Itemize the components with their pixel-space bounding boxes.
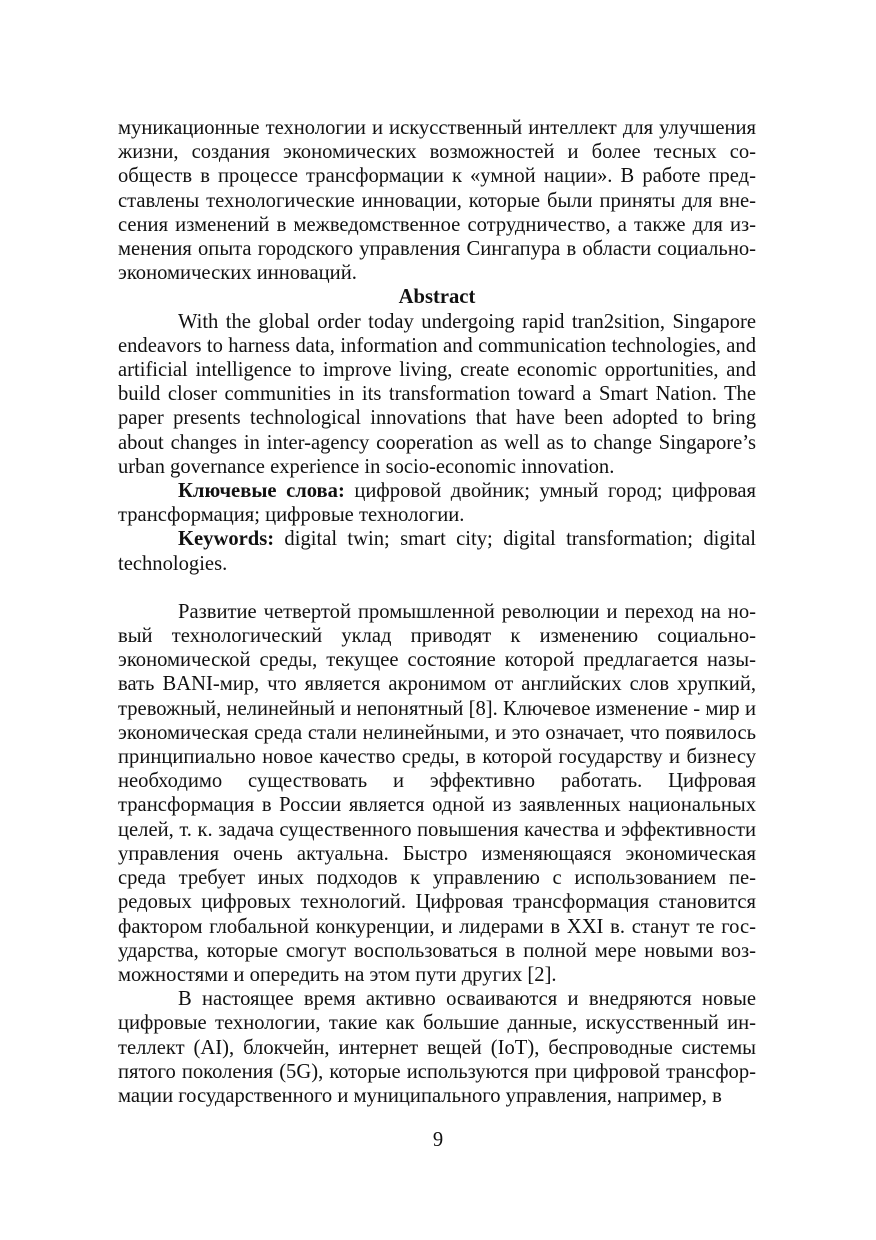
keywords-ru-label: Ключевые слова: (178, 480, 345, 503)
abstract-heading: Abstract (398, 286, 476, 309)
body-paragraph-1: Развитие четвертой промышленной революции и переход на новый технологический уклад приводят к изменению социально-экономической среды, текущее состояние которой предлагается называть BANI-мир, что является акронимом от английских слов хрупкий, тревожный, нелинейный и непонятный [8]. Ключевое изменение - мир и экономическая среда стали нелинейными, и это означает, что появилось принципиально новое качество среды, в которой государству и бизнесу необходимо существовать и эффективно работать. Цифровая трансформация в России является одной из заявленных национальных целей, т. к. задача существенного повышения качества и эффективности управления очень актуальна. Быстро изменяющаяся экономическая среда требует иных подходов к управлению с использованием передовых цифровых технологий. Цифровая трансформация становится фактором глобальной конкуренции, и лидерами в XXI в. станут те государства, которые смогут воспользоваться в полной мере новыми возможностями и опередить на этом пути других [2]. (118, 600, 756, 986)
keywords-ru (118, 479, 756, 527)
body-paragraph-2: В настоящее время активно осваиваются и внедряются новые цифровые технологии, такие как большие данные, искусственный интеллект (AI), блокчейн, интернет вещей (IoT), беспроводные системы пятого поколения (5G), которые используются при цифровой трансформации государственного и муниципального управления, например, в (118, 988, 756, 1107)
intro-ru-continuation: муникационные технологии и искусственный интеллект для улучшения жизни, создания экономических возможностей и более тесных сообществ в процессе трансформации к «умной нации». В работе представлены технологические инновации, которые были приняты для внесения изменений в межведомственное сотрудничество, а также для изменения опыта городского управления Сингапура в области социально-экономических инноваций. (118, 117, 756, 285)
keywords-ru-text: цифровой двойник; умный город; цифровая трансформация; цифровые технологии. (118, 480, 757, 527)
section-gap (118, 576, 756, 600)
abstract-text: With the global order today undergoing rapid tran2sition, Singapore endeavors to harness data, information and communication technologies, and artificial intelligence to improve living, create economic opportunities, and build closer communities in its transformation toward a Smart Nation. The paper presents technological innovations that have been adopted to bring about changes in inter-agency cooperation as well as to change Singapore’s urban governance experience in socio-economic innovation. (118, 310, 756, 478)
page-content (118, 116, 756, 1108)
keywords-en-text: digital twin; smart city; digital transformation; digital technologies. (118, 528, 756, 575)
keywords-en-label: Keywords: (178, 528, 275, 551)
keywords-en (118, 527, 756, 575)
page-number: 9 (432, 1129, 444, 1151)
